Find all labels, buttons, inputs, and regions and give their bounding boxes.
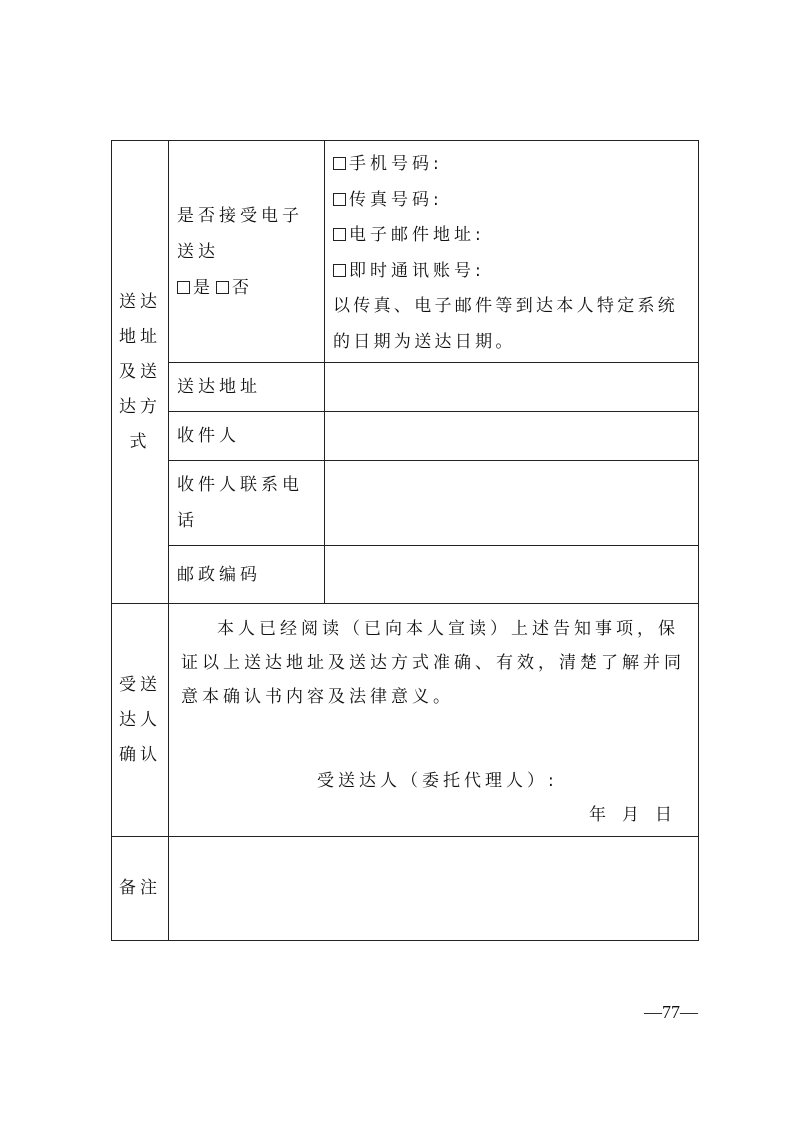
confirmation-statement: 本人已经阅读（已向本人宣读）上述告知事项，保证以上送达地址及送达方式准确、有效，清楚了解并同意本确认书内容及法律意义。 [181,619,685,707]
mobile-phone-checkbox[interactable] [333,157,346,170]
delivery-section-title: 送达 地址 及送 达方 式 [112,141,169,604]
instant-messaging-checkbox[interactable] [333,264,346,277]
remarks-section-title: 备注 [112,837,169,941]
postal-code-label: 邮政编码 [169,546,325,604]
option-fax: 传真号码: [333,183,690,219]
recipient-label: 收件人 [169,412,325,461]
confirmation-section-title: 受送 达人 确认 [112,604,169,837]
signature-date: 年 月 日 [589,805,676,825]
electronic-delivery-note: 以传真、电子邮件等到达本人特定系统的日期为送达日期。 [333,296,679,352]
postal-code-value[interactable] [325,546,699,604]
option-instant-messaging: 即时通讯账号: [333,254,690,290]
electronic-delivery-options [325,141,699,363]
no-checkbox[interactable] [216,281,229,294]
recipient-phone-label: 收件人联系电 话 [169,461,325,546]
recipient-value[interactable] [325,412,699,461]
option-email: 电子邮件地址: [333,218,690,254]
confirmation-content [169,604,699,837]
accept-electronic-choice: 是 否 [177,270,316,306]
remarks-value[interactable] [169,837,699,941]
delivery-address-value[interactable] [325,363,699,412]
yes-checkbox[interactable] [177,281,190,294]
option-mobile-phone: 手机号码: [333,147,690,183]
email-checkbox[interactable] [333,228,346,241]
recipient-phone-value[interactable] [325,461,699,546]
delivery-address-confirmation-form [111,140,699,941]
page-number: —77— [644,1002,698,1022]
signer-label: 受送达人（委托代理人）: [317,771,558,791]
accept-electronic-delivery-label: 是否接受电子 送达 是 否 [169,141,325,363]
fax-checkbox[interactable] [333,193,346,206]
delivery-address-label: 送达地址 [169,363,325,412]
